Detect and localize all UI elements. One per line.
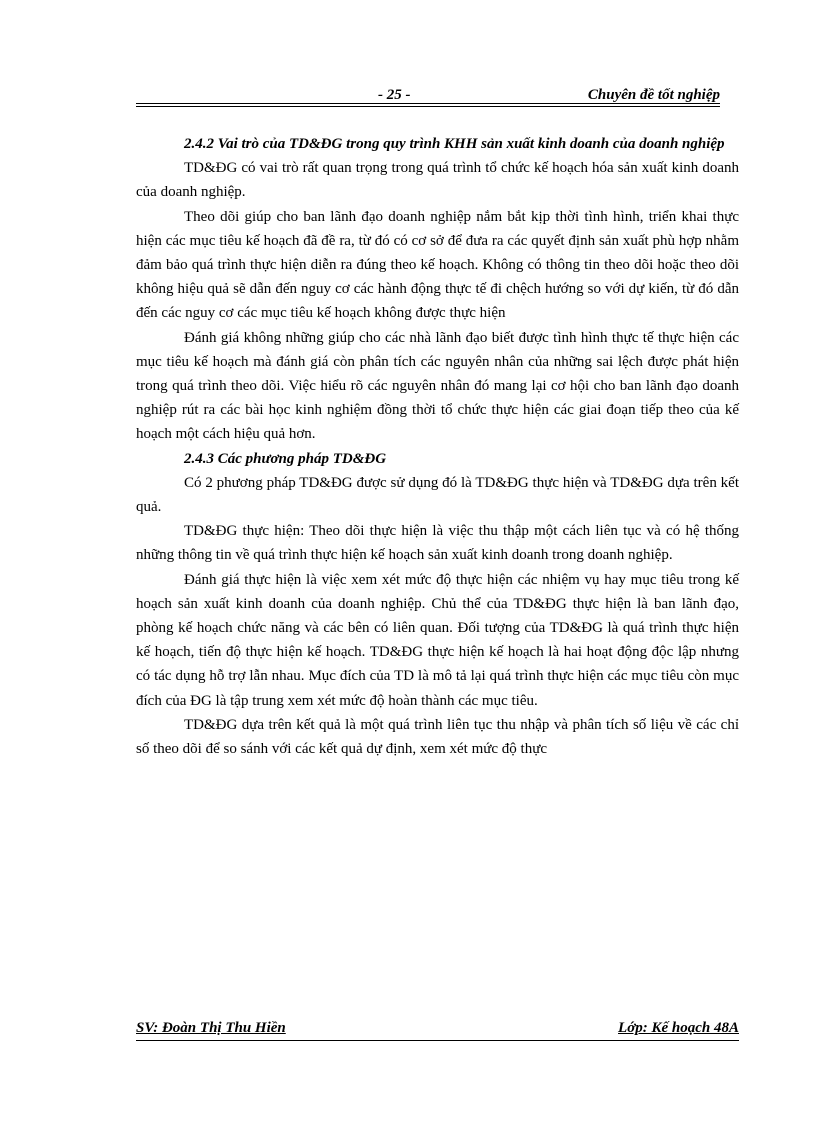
page-footer (136, 1020, 739, 1041)
class-name: Lớp: Kế hoạch 48A (618, 1020, 739, 1036)
document-body (136, 132, 739, 761)
paragraph: Đánh giá thực hiện là việc xem xét mức độ thực hiện các nhiệm vụ hay mục tiêu trong kế hoạch sản xuất kinh doanh của doanh nghiệp. Chủ thể của TD&ĐG thực hiện là ban lãnh đạo, phòng kế hoạch chức năng và các bên có liên quan. Đối tượng của TD&ĐG là quá trình thực hiện kế hoạch, tiến độ thực hiện kế hoạch. TD&ĐG thực hiện kế hoạch là hai hoạt động độc lập nhưng có tác dụng hỗ trợ lẫn nhau. Mục đích của TD là mô tả lại quá trình thực hiện các mục tiêu còn mục đích của ĐG là tập trung xem xét mức độ hoàn thành các mục tiêu. (136, 571, 739, 709)
section-heading-2-4-3: 2.4.3 Các phương pháp TD&ĐG (184, 450, 387, 467)
paragraph: Đánh giá không những giúp cho các nhà lãnh đạo biết được tình hình thực tế thực hiện các mục tiêu kế hoạch mà đánh giá còn phân tích các nguyên nhân của những sai lệch được phát hiện trong quá trình theo dõi. Việc hiểu rõ các nguyên nhân đó mang lại cơ hội cho ban lãnh đạo doanh nghiệp rút ra các bài học kinh nghiệm đồng thời tổ chức thực hiện các giai đoạn tiếp theo của kế hoạch một cách hiệu quả hơn. (136, 329, 739, 443)
paragraph: Theo dõi giúp cho ban lãnh đạo doanh nghiệp nắm bắt kịp thời tình hình, triển khai thực hiện các mục tiêu kế hoạch đã đề ra, từ đó có cơ sở để đưa ra các quyết định sản xuất phù hợp nhằm đảm bảo quá trình thực hiện diễn ra đúng theo kế hoạch. Không có thông tin theo dõi hoặc theo dõi không hiệu quả sẽ dẫn đến nguy cơ các hành động thực tế đi chệch hướng so với dự kiến, từ đó dẫn đến các nguy cơ các mục tiêu kế hoạch không được thực hiện (136, 208, 739, 322)
student-name: SV: Đoàn Thị Thu Hiền (136, 1020, 286, 1036)
section-heading-2-4-2: 2.4.2 Vai trò của TD&ĐG trong quy trình KHH sản xuất kinh doanh của doanh nghiệp (184, 136, 725, 152)
document-title: Chuyên đề tốt nghiệp (587, 87, 720, 103)
header-rule (136, 103, 720, 104)
paragraph: TD&ĐG có vai trò rất quan trọng trong quá trình tổ chức kế hoạch hóa sản xuất kinh doanh của doanh nghiệp. (136, 160, 739, 201)
page-number: - 25 - (378, 87, 411, 103)
paragraph: Có 2 phương pháp TD&ĐG được sử dụng đó là TD&ĐG thực hiện và TD&ĐG dựa trên kết quả. (136, 474, 739, 516)
paragraph: TD&ĐG dựa trên kết quả là một quá trình liên tục thu nhập và phân tích số liệu về các chỉ số theo dõi để so sánh với các kết quả dự định, xem xét mức độ thực (136, 716, 739, 758)
paragraph: TD&ĐG thực hiện: Theo dõi thực hiện là việc thu thập một cách liên tục và có hệ thống những thông tin về quá trình thực hiện kế hoạch sản xuất kinh doanh trong doanh nghiệp. (136, 523, 739, 564)
page-header (136, 84, 720, 107)
